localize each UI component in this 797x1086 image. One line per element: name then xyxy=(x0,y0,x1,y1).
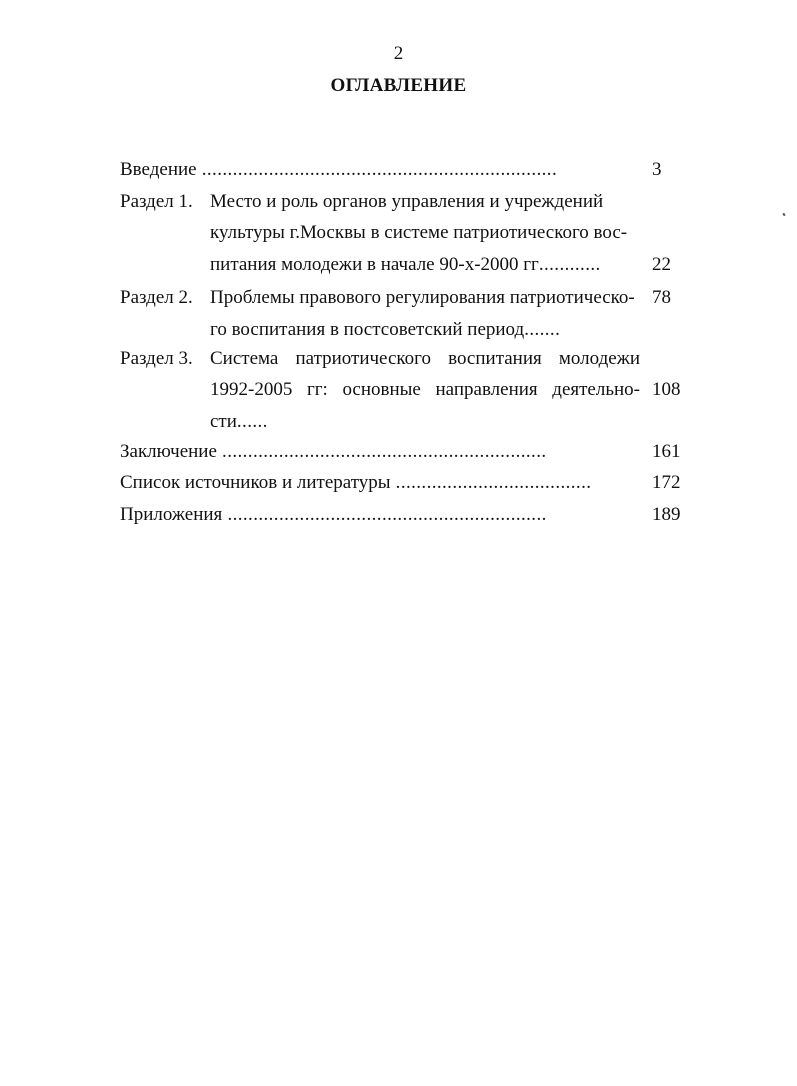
leader-dots: ..................................................................... xyxy=(196,159,558,180)
toc-section-2-line-2 xyxy=(210,318,560,342)
leader-dots: .............................................................. xyxy=(222,504,547,525)
toc-section-2-line-1: Проблемы правового регулирования патриотическо- xyxy=(210,287,635,308)
toc-entry-intro xyxy=(120,158,640,182)
toc-page-conclusion: 161 xyxy=(652,441,681,462)
toc-page-section-2: 78 xyxy=(652,287,671,308)
leader-dots: ...................................... xyxy=(390,472,592,493)
toc-section-1-line-1: Место и роль органов управления и учреждений xyxy=(210,191,604,212)
toc-entry-label: Список источников и литературы xyxy=(120,472,391,493)
toc-section-1-label: Раздел 1. xyxy=(120,191,193,212)
toc-section-3-line-1: Система патриотического воспитания молодежи xyxy=(210,348,640,369)
page-title: ОГЛАВЛЕНИЕ xyxy=(330,75,467,96)
toc-section-3-label: Раздел 3. xyxy=(120,348,193,369)
toc-section-1-line-3 xyxy=(210,253,601,277)
leader-dots: ............ xyxy=(538,254,601,275)
toc-entry-label: Приложения xyxy=(120,504,223,525)
toc-page-intro: 3 xyxy=(652,159,662,180)
page-number: 2 xyxy=(393,43,404,64)
toc-section-2-label: Раздел 2. xyxy=(120,287,193,308)
toc-entry-sources xyxy=(120,471,591,495)
toc-entry-appendix xyxy=(120,503,547,527)
toc-page-appendix: 189 xyxy=(652,504,681,525)
toc-entry-text: сти xyxy=(210,411,237,432)
toc-page-section-1: 22 xyxy=(652,254,671,275)
toc-entry-label: Заключение xyxy=(120,441,217,462)
toc-entry-conclusion xyxy=(120,440,547,464)
toc-entry-text: питания молодежи в начале 90-х-2000 гг xyxy=(210,254,539,275)
toc-page-sources: 172 xyxy=(652,472,681,493)
leader-dots: ....... xyxy=(524,319,561,340)
toc-page-section-3: 108 xyxy=(652,379,681,400)
scan-speck xyxy=(782,213,785,217)
leader-dots: ...... xyxy=(236,411,268,432)
toc-section-1-line-2: культуры г.Москвы в системе патриотического вос- xyxy=(210,222,628,243)
toc-entry-label: Введение xyxy=(120,159,197,180)
leader-dots: ............................................................... xyxy=(216,441,547,462)
toc-entry-text: го воспитания в постсоветский период xyxy=(210,319,525,340)
toc-section-3-line-2: 1992-2005 гг: основные направления деятельно- xyxy=(210,379,640,400)
toc-section-3-line-3 xyxy=(210,410,268,434)
